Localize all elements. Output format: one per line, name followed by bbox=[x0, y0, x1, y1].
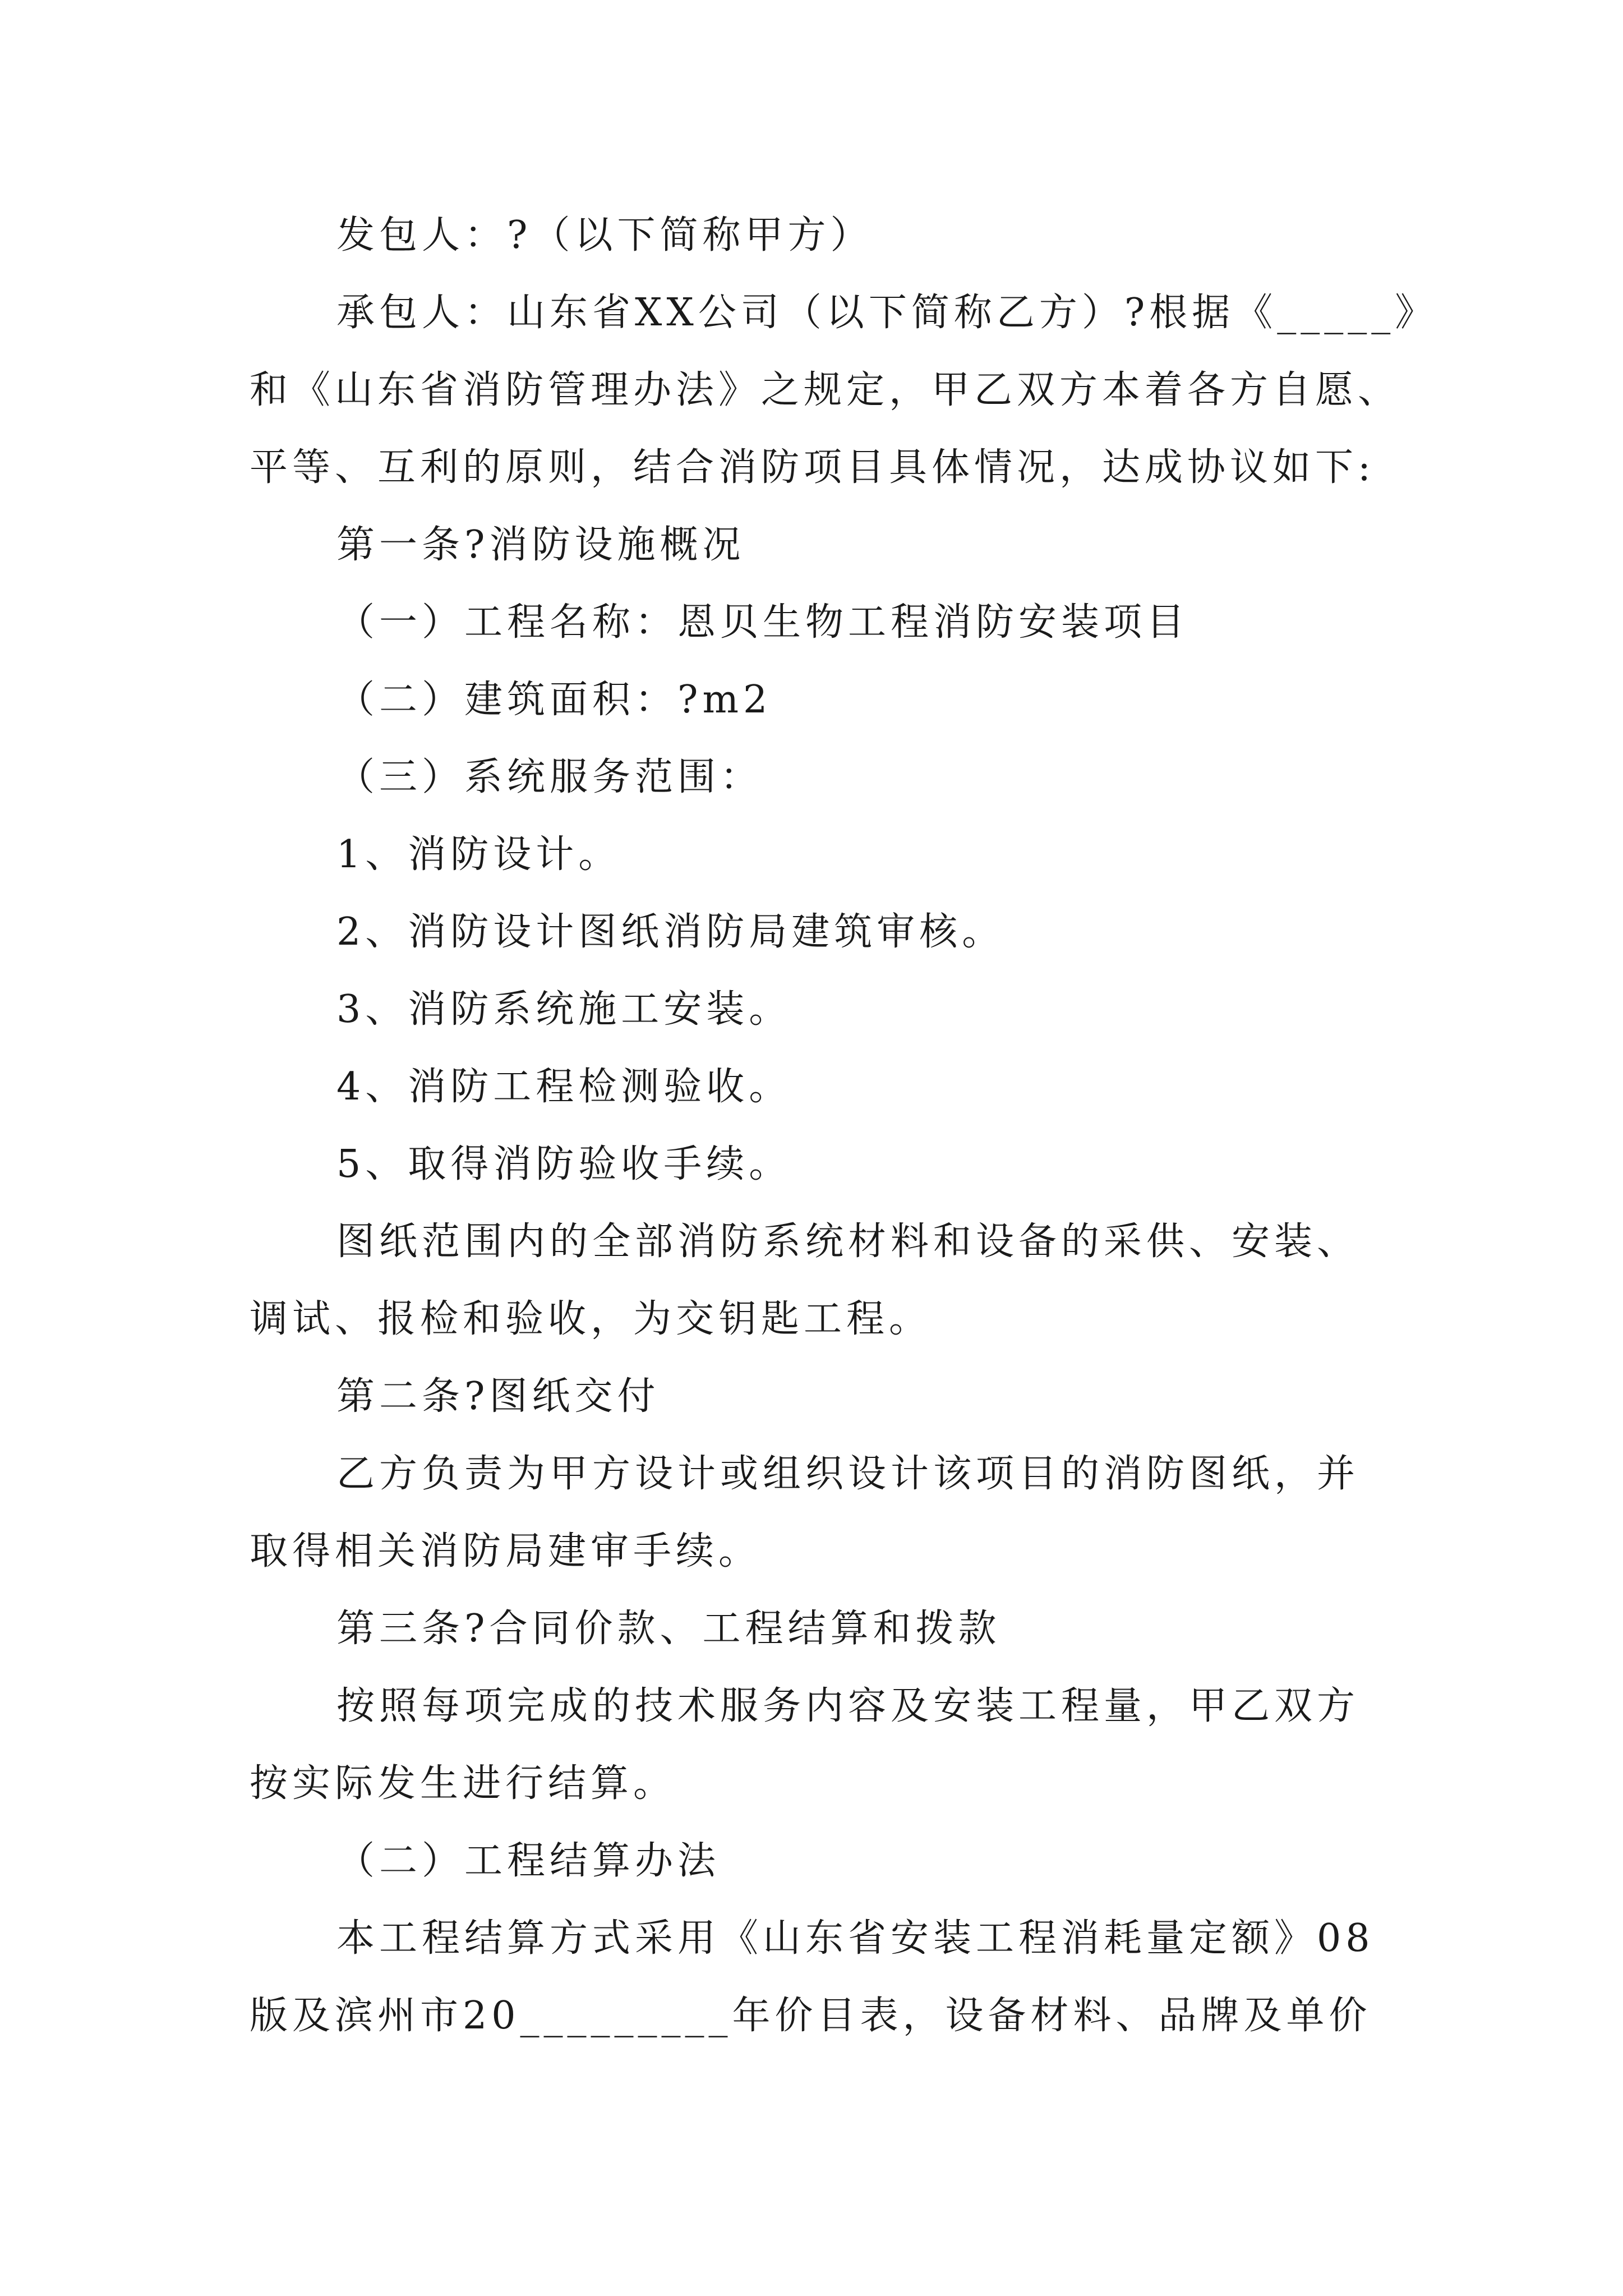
body-text-line: 按照每项完成的技术服务内容及安装工程量，甲乙双方 bbox=[336, 1684, 1360, 1728]
article-1-heading: 第一条?消防设施概况 bbox=[336, 523, 745, 567]
settlement-method-heading: （二）工程结算办法 bbox=[336, 1839, 721, 1883]
body-text-line: 取得相关消防局建审手续。 bbox=[250, 1529, 762, 1573]
article-3-heading: 第三条?合同价款、工程结算和拨款 bbox=[336, 1607, 1001, 1651]
body-text-line: 本工程结算方式采用《山东省安装工程消耗量定额》08 bbox=[336, 1916, 1375, 1961]
body-text-line: 乙方负责为甲方设计或组织设计该项目的消防图纸，并 bbox=[336, 1452, 1360, 1496]
project-name-line: （一）工程名称：恩贝生物工程消防安装项目 bbox=[336, 600, 1189, 645]
list-item: 1、消防设计。 bbox=[336, 832, 621, 877]
building-area-line: （二）建筑面积：?m2 bbox=[336, 678, 772, 722]
body-text-line: 图纸范围内的全部消防系统材料和设备的采供、安装、 bbox=[336, 1220, 1360, 1264]
body-text-line: 调试、报检和验收，为交钥匙工程。 bbox=[250, 1297, 932, 1341]
body-text-line: 和《山东省消防管理办法》之规定，甲乙双方本着各方自愿、 bbox=[250, 368, 1401, 412]
list-item: 4、消防工程检测验收。 bbox=[336, 1065, 792, 1109]
body-text-line: 按实际发生进行结算。 bbox=[250, 1761, 676, 1806]
list-item: 2、消防设计图纸消防局建筑审核。 bbox=[336, 910, 1005, 954]
body-text-line: 平等、互利的原则，结合消防项目具体情况，达成协议如下: bbox=[250, 445, 1375, 490]
body-text-line: 版及滨州市20_________年价目表，设备材料、品牌及单价 bbox=[250, 1994, 1372, 2038]
list-item: 5、取得消防验收手续。 bbox=[336, 1142, 792, 1186]
party-a-line: 发包人：?（以下简称甲方） bbox=[336, 213, 873, 257]
service-scope-line: （三）系统服务范围： bbox=[336, 755, 763, 799]
article-2-heading: 第二条?图纸交付 bbox=[336, 1374, 660, 1419]
party-b-line: 承包人：山东省XX公司（以下简称乙方）?根据《_____》 bbox=[336, 291, 1438, 335]
list-item: 3、消防系统施工安装。 bbox=[336, 987, 792, 1032]
